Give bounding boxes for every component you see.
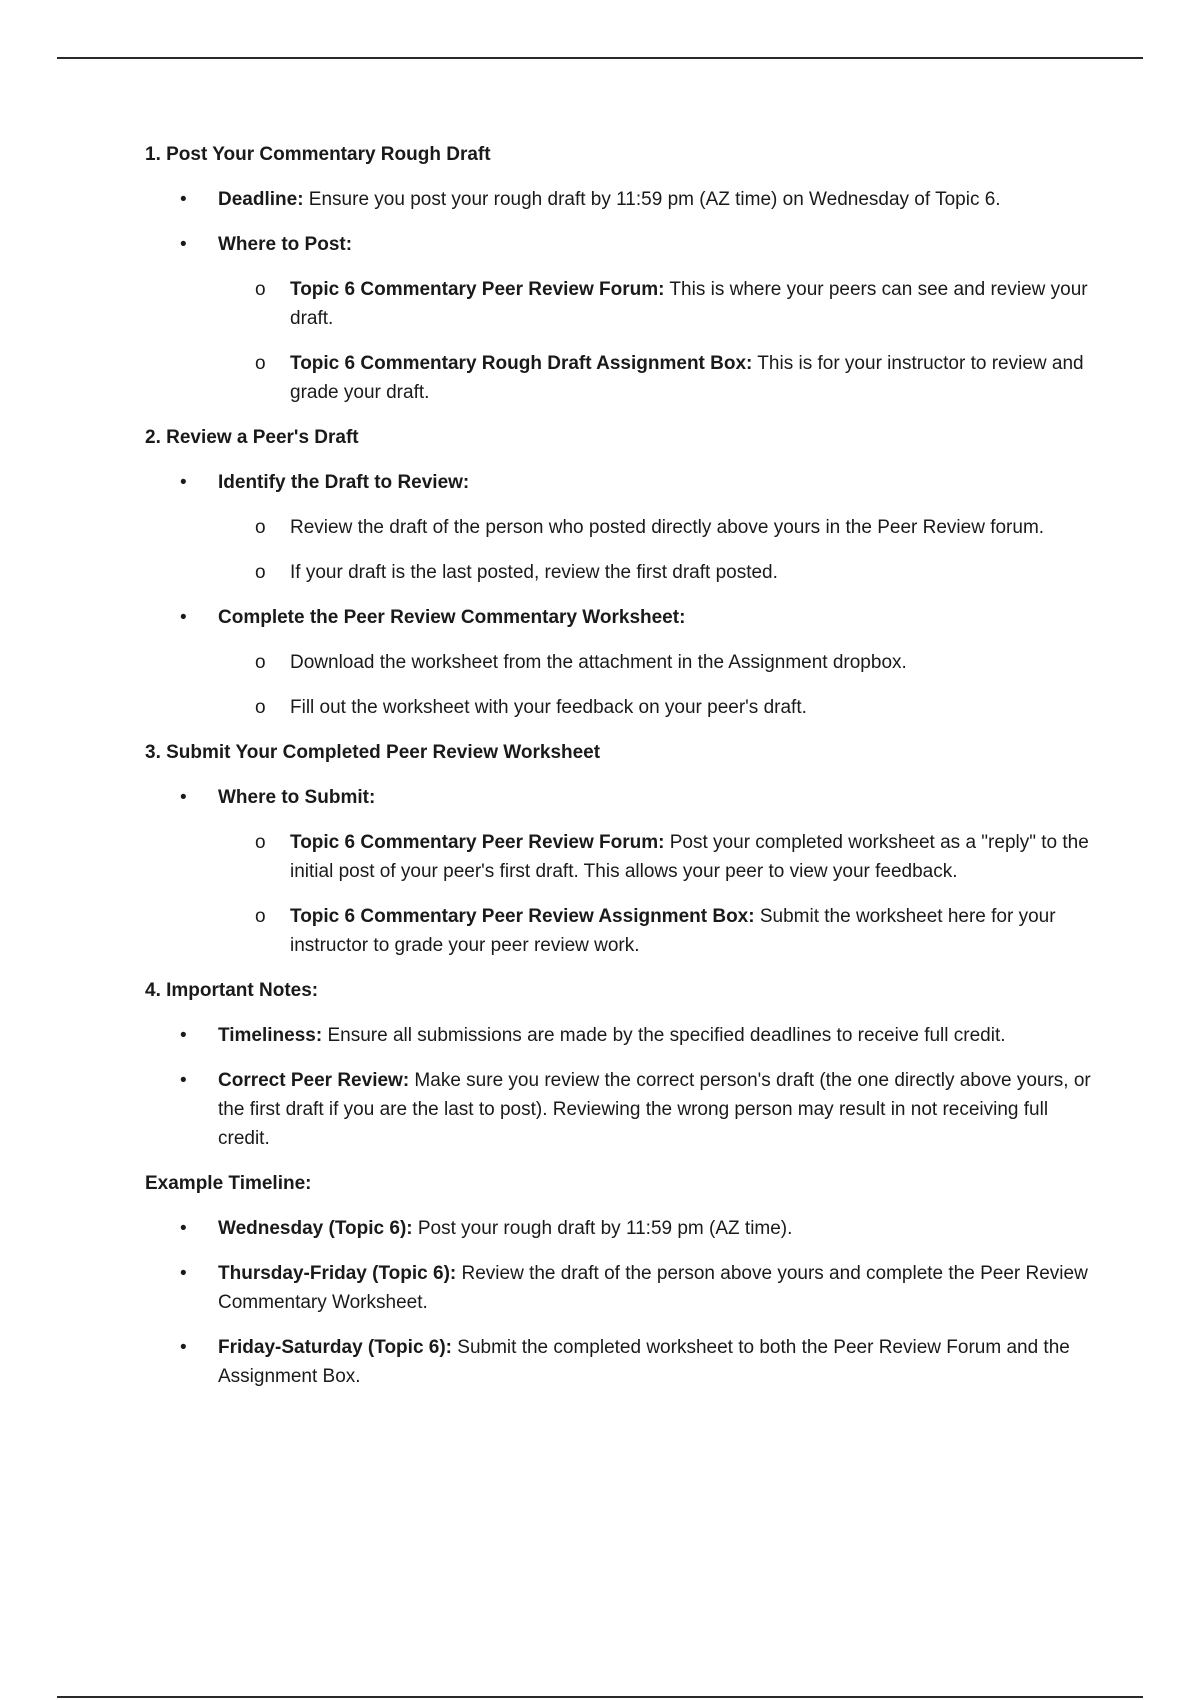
- item-label: Complete the Peer Review Commentary Worksheet:: [218, 607, 686, 628]
- list-item: [145, 1259, 1095, 1317]
- item-text: Ensure you post your rough draft by 11:59 pm (AZ time) on Wednesday of Topic 6.: [303, 189, 1001, 210]
- circle-bullet-icon: o: [255, 353, 266, 374]
- section-heading: Example Timeline:: [145, 1173, 312, 1194]
- sub-list-item: [145, 558, 1095, 587]
- bullet-icon: •: [180, 1070, 187, 1091]
- item-text: This is where your peers can see and review your draft.: [290, 279, 1088, 329]
- section-heading: 2. Review a Peer's Draft: [145, 427, 359, 448]
- section-heading: 3. Submit Your Completed Peer Review Worksheet: [145, 742, 601, 763]
- footer-rule: [57, 1696, 1143, 1698]
- item-text: Make sure you review the correct person's draft (the one directly above yours, or the first draft if you are the last to post). Reviewing the wrong person may result in not receiving full credit.: [218, 1070, 1091, 1149]
- bullet-icon: •: [180, 234, 187, 255]
- sub-list-item: [145, 693, 1095, 722]
- item-label: Where to Submit:: [218, 787, 376, 808]
- list-item: [145, 1066, 1095, 1153]
- item-text: Review the draft of the person above yours and complete the Peer Review Commentary Worksheet.: [218, 1263, 1088, 1313]
- bullet-icon: •: [180, 1025, 187, 1046]
- bullet-icon: •: [180, 472, 187, 493]
- item-text: Post your rough draft by 11:59 pm (AZ time).: [412, 1218, 793, 1239]
- item-text: This is for your instructor to review and grade your draft.: [290, 353, 1084, 403]
- item-label: Correct Peer Review:: [218, 1070, 410, 1091]
- item-label: Thursday-Friday (Topic 6):: [218, 1263, 457, 1284]
- item-label: Topic 6 Commentary Peer Review Forum:: [290, 832, 665, 853]
- circle-bullet-icon: o: [255, 562, 266, 583]
- item-text: Fill out the worksheet with your feedback on your peer's draft.: [290, 697, 807, 718]
- sub-list-item: [145, 349, 1095, 407]
- item-label: Wednesday (Topic 6):: [218, 1218, 413, 1239]
- item-label: Deadline:: [218, 189, 304, 210]
- sub-list-item: [145, 828, 1095, 886]
- header-rule: [57, 57, 1143, 59]
- bullet-icon: •: [180, 189, 187, 210]
- sub-list-item: [145, 513, 1095, 542]
- list-item: [145, 1214, 1095, 1243]
- item-label: Friday-Saturday (Topic 6):: [218, 1337, 453, 1358]
- circle-bullet-icon: o: [255, 279, 266, 300]
- item-text: Ensure all submissions are made by the specified deadlines to receive full credit.: [322, 1025, 1006, 1046]
- sub-list-item: [145, 648, 1095, 677]
- section-heading: 1. Post Your Commentary Rough Draft: [145, 144, 491, 165]
- list-item: [145, 603, 1095, 632]
- circle-bullet-icon: o: [255, 517, 266, 538]
- list-item: [145, 783, 1095, 812]
- circle-bullet-icon: o: [255, 906, 266, 927]
- sub-list-item: [145, 902, 1095, 960]
- item-label: Topic 6 Commentary Peer Review Assignment Box:: [290, 906, 755, 927]
- item-text: Download the worksheet from the attachment in the Assignment dropbox.: [290, 652, 907, 673]
- bullet-icon: •: [180, 787, 187, 808]
- item-text: Review the draft of the person who posted directly above yours in the Peer Review forum.: [290, 517, 1045, 538]
- list-item: [145, 1021, 1095, 1050]
- sub-list-item: [145, 275, 1095, 333]
- item-label: Where to Post:: [218, 234, 353, 255]
- list-item: [145, 468, 1095, 497]
- section-heading: 4. Important Notes:: [145, 980, 319, 1001]
- bullet-icon: •: [180, 1263, 187, 1284]
- item-label: Topic 6 Commentary Peer Review Forum:: [290, 279, 665, 300]
- list-item: [145, 230, 1095, 259]
- circle-bullet-icon: o: [255, 652, 266, 673]
- item-text: Post your completed worksheet as a "reply" to the initial post of your peer's first draft. This allows your peer to view your feedback.: [290, 832, 1089, 882]
- list-item: [145, 1333, 1095, 1391]
- item-text: Submit the completed worksheet to both the Peer Review Forum and the Assignment Box.: [218, 1337, 1070, 1387]
- item-text: Submit the worksheet here for your instructor to grade your peer review work.: [290, 906, 1056, 956]
- bullet-icon: •: [180, 1337, 187, 1358]
- item-label: Timeliness:: [218, 1025, 323, 1046]
- list-item: [145, 185, 1095, 214]
- document-body: [145, 140, 1095, 1407]
- bullet-icon: •: [180, 607, 187, 628]
- circle-bullet-icon: o: [255, 697, 266, 718]
- bullet-icon: •: [180, 1218, 187, 1239]
- item-label: Identify the Draft to Review:: [218, 472, 470, 493]
- circle-bullet-icon: o: [255, 832, 266, 853]
- item-label: Topic 6 Commentary Rough Draft Assignment Box:: [290, 353, 753, 374]
- item-text: If your draft is the last posted, review the first draft posted.: [290, 562, 778, 583]
